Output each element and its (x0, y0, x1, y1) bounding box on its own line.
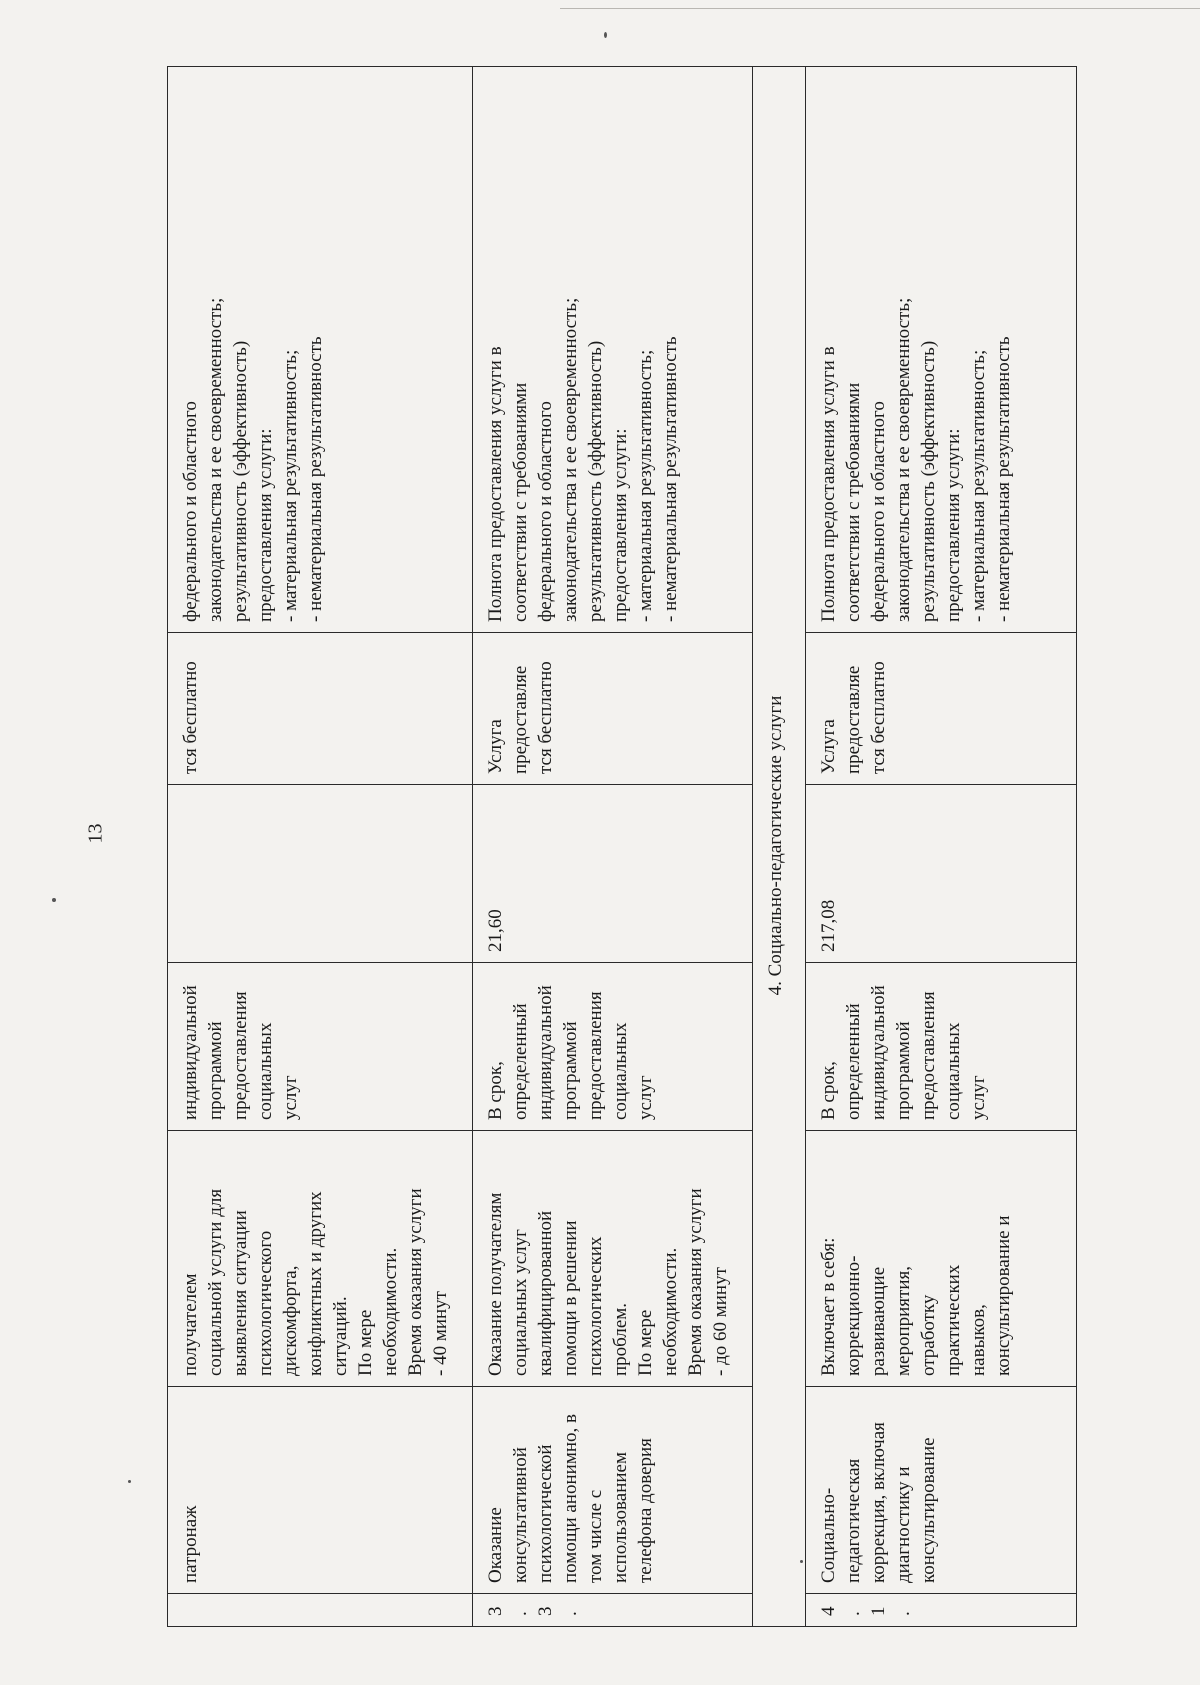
row-number: 4.1. (818, 1606, 914, 1616)
row-number-cell (473, 1594, 753, 1627)
quality-indicators-cell (806, 67, 1077, 633)
service-cost-cell (168, 785, 473, 963)
service-conditions-cell (168, 633, 473, 785)
row-number-cell (806, 1594, 1077, 1627)
service-name-cell (168, 1387, 473, 1594)
service-cost: 21,60 (485, 909, 506, 952)
service-name: Социально- педагогическая коррекция, включая диагностику и консультирование (818, 1422, 939, 1583)
quality-indicators-cell (473, 67, 753, 633)
scan-speck (128, 1480, 131, 1483)
quality-indicators: Полнота предоставления услуги в соответствии с требованиями федерального и областного законодательства и ее своевременность; результативность (эффективность) предоставления услуги: - материальная результативность; - нематериальная результативность (818, 297, 1014, 622)
service-description-cell (473, 1131, 753, 1387)
service-description: Оказание получателям социальных услуг квалифицированной помощи в решении психологических проблем. По мере необходимости. Время оказания услуги - до 60 минут (485, 1188, 731, 1376)
service-term: В срок, определенный индивидуальной программой предоставления социальных услуг (485, 985, 656, 1120)
quality-indicators: федерального и областного законодательства и ее своевременность; результативность (эффективность) предоставления услуги: - материальная результативность; - нематериальная результативность (180, 297, 326, 622)
quality-indicators-cell (168, 67, 473, 633)
service-name: Оказание консультативной психологической помощи анонимно, в том числе с использованием телефона доверия (485, 1414, 656, 1583)
service-name: патронаж (180, 1505, 201, 1583)
section-title: 4. Социально-педагогические услуги (765, 695, 786, 996)
scan-speck (604, 32, 607, 38)
service-name-cell (473, 1387, 753, 1594)
row-number-cell (168, 1594, 473, 1627)
table-row (806, 67, 1077, 1627)
service-conditions-cell (473, 633, 753, 785)
service-description-cell (806, 1131, 1077, 1387)
services-table-container (167, 67, 1077, 1627)
service-conditions: Услуга предоставляе тся бесплатно (818, 661, 889, 774)
service-description: получателем социальной услуги для выявления ситуации психологического дискомфорта, конфликтных и других ситуаций. По мере необходимости. Время оказания услуги - 40 минут (180, 1188, 451, 1376)
service-term-cell (473, 963, 753, 1131)
service-term: В срок, определенный индивидуальной программой предоставления социальных услуг (818, 985, 989, 1120)
service-term-cell (168, 963, 473, 1131)
service-description-cell (168, 1131, 473, 1387)
section-title-cell (753, 67, 806, 1627)
service-conditions: Услуга предоставляе тся бесплатно (485, 661, 556, 774)
section-row (753, 67, 806, 1627)
service-cost-cell (806, 785, 1077, 963)
table-row (473, 67, 753, 1627)
service-term-cell (806, 963, 1077, 1131)
service-description: Включает в себя: коррекционно- развивающие мероприятия, отработку практических навыков, консультирование и (818, 1215, 1014, 1376)
services-table (167, 66, 1077, 1627)
row-number: 3.3. (485, 1606, 581, 1616)
quality-indicators: Полнота предоставления услуги в соответствии с требованиями федерального и областного законодательства и ее своевременность; результативность (эффективность) предоставления услуги: - материальная результативность; - нематериальная результативность (485, 297, 681, 622)
service-cost: 217,08 (818, 899, 839, 952)
service-conditions: тся бесплатно (180, 661, 201, 774)
service-conditions-cell (806, 633, 1077, 785)
scan-edge-line (560, 8, 1200, 9)
service-cost-cell (473, 785, 753, 963)
scan-speck (52, 898, 56, 902)
page-number: 13 (84, 823, 107, 844)
table-row (168, 67, 473, 1627)
service-term: индивидуальной программой предоставления социальных услуг (180, 985, 301, 1120)
service-name-cell (806, 1387, 1077, 1594)
